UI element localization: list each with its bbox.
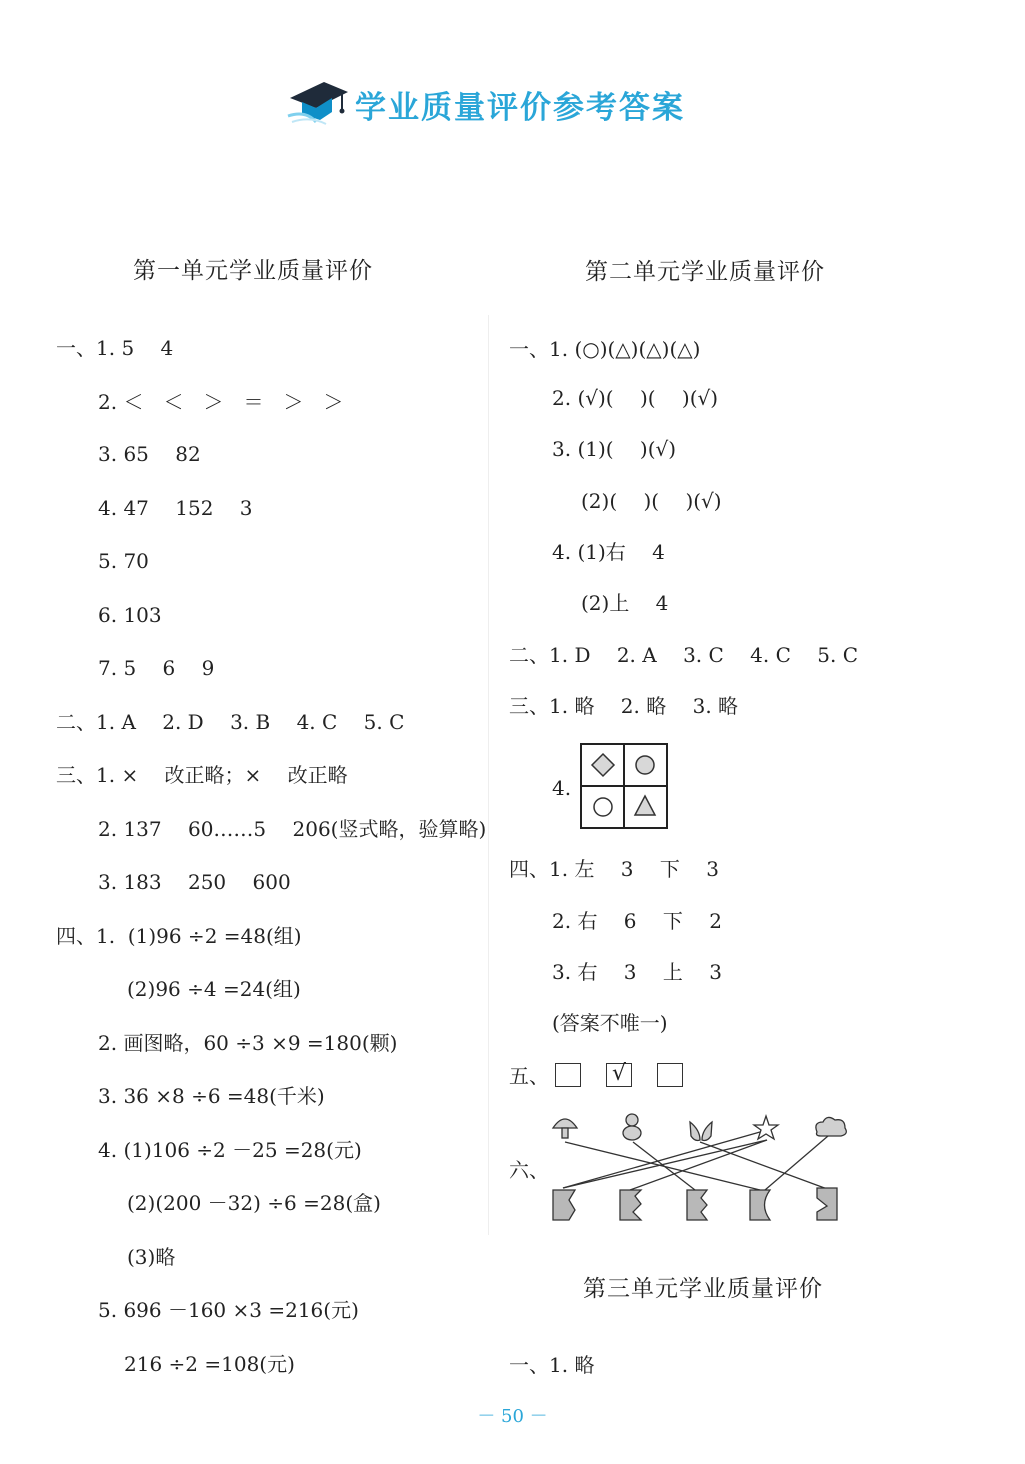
butterfly-icon [690,1122,712,1141]
answer-line: 2. 137 60……5 206(竖式略，验算略) [98,817,487,841]
answer-line: 五、 [509,1064,549,1088]
section-title-unit-1: 第一单元学业质量评价 [133,258,373,284]
column-divider [488,315,489,1235]
answer-line: 5. 70 [98,549,149,573]
cutout-shape-4 [750,1190,770,1220]
answer-line: 3. (1)( )(√) [552,437,677,461]
cutout-shape-3 [687,1190,707,1220]
gourd-icon [623,1114,641,1140]
answer-line: 2. 画图略，60 ÷3 ×9 =180(颗) [98,1031,398,1055]
answer-line: 3. 右 3 上 3 [552,960,722,984]
answer-line: 7. 5 6 9 [98,656,215,680]
shapes-grid [580,743,668,829]
answer-line: 2. 右 6 下 2 [552,909,722,933]
answer-line: (3)略 [127,1245,176,1269]
answer-line: 3. 183 250 600 [98,870,291,894]
cutout-shape-2 [620,1190,641,1220]
answer-line: 三、1. 略 2. 略 3. 略 [509,694,739,718]
answer-line: (2)(200 －32) ÷6 =28(盒) [127,1191,381,1215]
answer-line: (2)( )( )(√) [581,489,722,513]
answer-line: 三、1. × 改正略；× 改正略 [56,763,348,787]
matching-diagram [545,1108,850,1228]
answer-line: 二、1. D 2. A 3. C 4. C 5. C [509,643,859,667]
answer-line: 3. 36 ×8 ÷6 =48(千米) [98,1084,325,1108]
cutout-shape-1 [553,1190,575,1220]
cutout-shape-5 [817,1188,837,1220]
answer-line: (答案不唯一) [552,1011,668,1035]
cloud-icon [816,1117,846,1136]
answer-line: 2. (√)( )( )(√) [552,386,719,410]
answer-line: 二、1. A 2. D 3. B 4. C 5. C [56,710,405,734]
answer-line: 一、1. 略 [509,1353,595,1377]
answer-line: 六、 [509,1158,549,1182]
section-title-unit-2: 第二单元学业质量评价 [585,259,825,285]
answer-box [657,1063,683,1087]
circle-icon [594,798,612,816]
answer-line: 4. (1)右 4 [552,540,665,564]
answer-line: 四、1. 左 3 下 3 [509,857,719,881]
answer-line: (2)96 ÷4 =24(组) [127,977,301,1001]
answer-line: 4. 47 152 3 [98,496,253,520]
answer-line: 一、1. (○)(△)(△)(△) [509,337,701,361]
answer-line: 四、1. (1)96 ÷2 =48(组) [56,924,302,948]
answer-box: √ [606,1063,632,1087]
answer-line: 6. 103 [98,603,162,627]
page-title: 学业质量评价参考答案 [355,90,685,126]
star-icon [754,1116,778,1139]
answer-box [555,1063,581,1087]
answer-line: 一、1. 5 4 [56,336,174,360]
triangle-icon [635,796,655,815]
answer-line: 5. 696 －160 ×3 =216(元) [98,1298,359,1322]
answer-line: 216 ÷2 =108(元) [124,1352,295,1376]
page-number: － 50 － [477,1406,548,1427]
answer-line: 2. ＜ ＜ ＞ ＝ ＞ ＞ [98,390,344,414]
answer-line: 4. [552,776,572,800]
diamond-icon [592,754,614,776]
section-title-unit-3: 第三单元学业质量评价 [583,1276,823,1302]
graduation-cap-icon [286,76,350,126]
answer-line: (2)上 4 [581,591,669,615]
circle-icon [636,756,654,774]
mushroom-icon [553,1119,577,1138]
answer-line: 3. 65 82 [98,442,201,466]
answer-line: 4. (1)106 ÷2 －25 =28(元) [98,1138,362,1162]
